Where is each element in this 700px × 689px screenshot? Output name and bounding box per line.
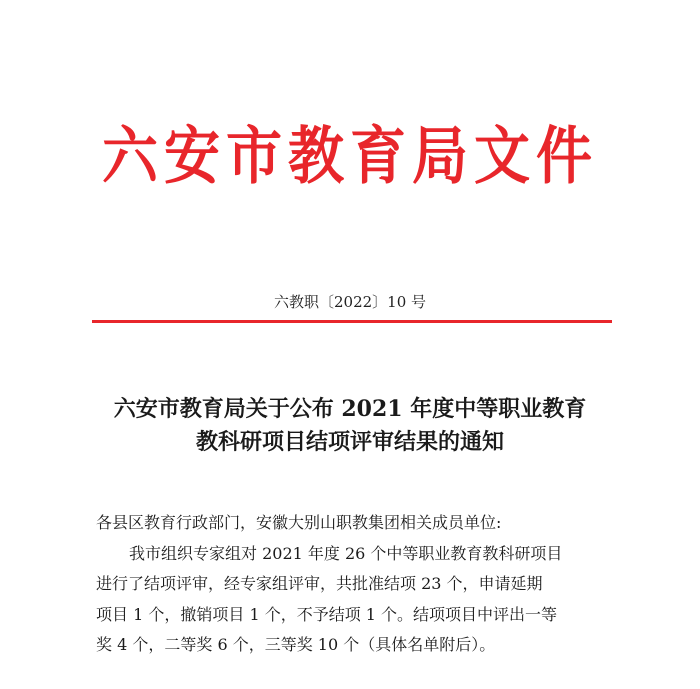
body-line-2: 进行了结项评审，经专家组评审，共批准结项 23 个，申请延期 xyxy=(96,574,543,593)
notice-body xyxy=(96,508,616,661)
notice-title-line-1: 六安市教育局关于公布 2021 年度中等职业教育 xyxy=(113,396,587,422)
salutation: 各县区教育行政部门，安徽大别山职教集团相关成员单位: xyxy=(96,513,502,532)
document-number: 六教职〔2022〕10 号 xyxy=(273,293,427,311)
body-line-3: 项目 1 个，撤销项目 1 个，不予结项 1 个。结项项目中评出一等 xyxy=(96,604,558,624)
masthead-title: 六安市教育局文件 xyxy=(102,120,598,194)
red-divider-line xyxy=(92,320,612,323)
body-line-1: 我市组织专家组对 2021 年度 26 个中等职业教育教科研项目 xyxy=(129,543,563,563)
notice-title xyxy=(0,393,700,459)
body-line-4: 奖 4 个，二等奖 6 个，三等奖 10 个（具体名单附后）。 xyxy=(96,635,496,654)
notice-title-line-2: 教科研项目结项评审结果的通知 xyxy=(195,429,504,455)
